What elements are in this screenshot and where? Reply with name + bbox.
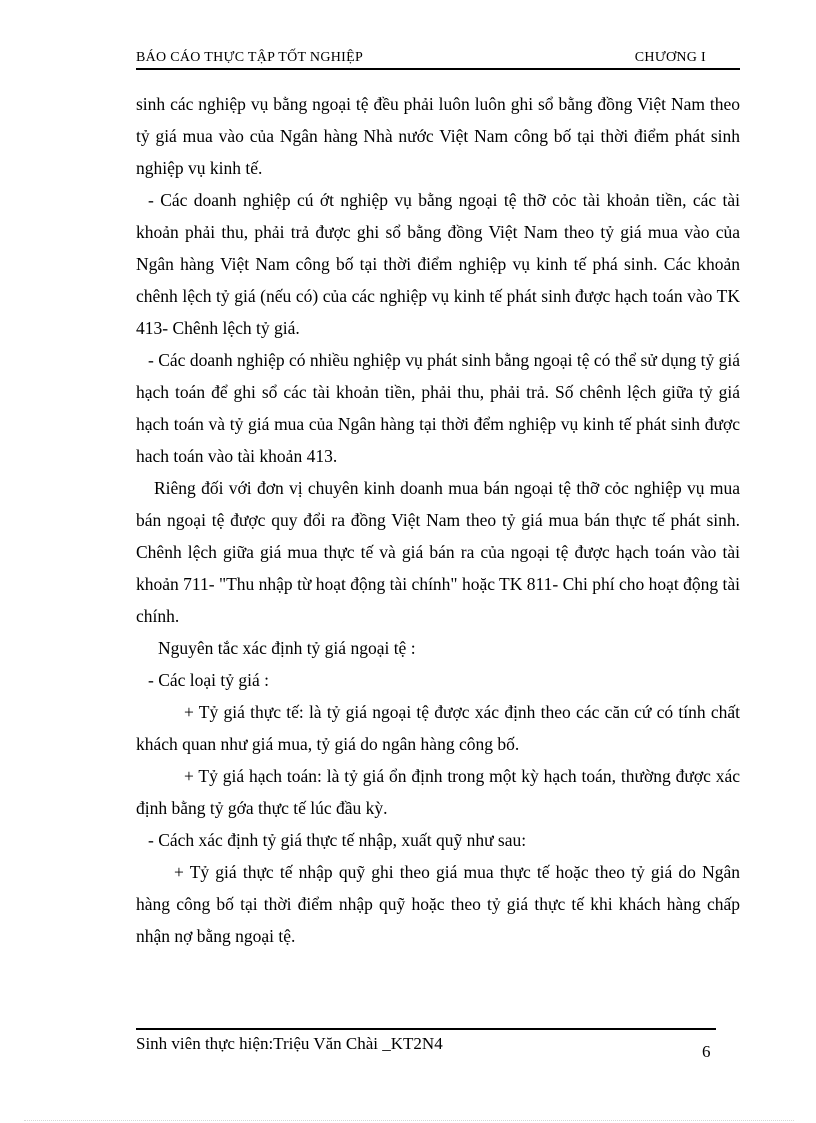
header-divider (136, 68, 740, 70)
paragraph-few-foreign-transactions: - Các doanh nghiệp cú ớt nghiệp vụ bằng ngoại tệ thỡ cỏc tài khoản tiền, các tài khoản phải thu, phải trả được ghi sổ bằng đồng Việt Nam theo tỷ giá mua vào của Ngân hàng Việt Nam công bố tại thời điểm nghiệp vụ kinh tế phá sinh. Các khoản chênh lệch tỷ giá (nếu có) của các nghiệp vụ kinh tế phát sinh được hạch toán vào TK 413- Chênh lệch tỷ giá. (136, 190, 740, 338)
page-header (136, 48, 740, 70)
page-boundary (24, 1120, 794, 1121)
paragraph-rate-determination: - Cách xác định tỷ giá thực tế nhập, xuất quỹ như sau: (148, 830, 527, 850)
chapter-label: CHƯƠNG I (634, 50, 706, 65)
page-footer (136, 1028, 740, 1068)
footer-divider (136, 1028, 716, 1030)
document-body (136, 88, 740, 952)
paragraph-accounting-rate: + Tỷ giá hạch toán: là tỷ giá ổn định trong một kỳ hạch toán, thường được xác định bằng tỷ gớa thực tế lúc đầu kỳ. (136, 766, 740, 818)
paragraph-rate-principles: Nguyên tắc xác định tỷ giá ngoại tệ : (158, 638, 416, 658)
paragraph-many-foreign-transactions: - Các doanh nghiệp có nhiều nghiệp vụ phát sinh bằng ngoại tệ có thể sử dụng tỷ giá hạch toán để ghi sổ các tài khoản tiền, phải thu, phải trả. Số chênh lệch giữa tỷ giá hạch toán và tỷ giá mua của Ngân hàng tại thời đểm nghiệp vụ kinh tế phát sinh được hach toán vào tài khoản 413. (136, 350, 740, 466)
paragraph-actual-rate: + Tỷ giá thực tế: là tỷ giá ngoại tệ được xác định theo các căn cứ có tính chất khách quan như giá mua, tỷ giá do ngân hàng công bố. (136, 702, 740, 754)
paragraph-rate-types: - Các loại tỷ giá : (148, 670, 270, 690)
student-info: Sinh viên thực hiện:Triệu Văn Chài _KT2N4 (136, 1034, 443, 1053)
page-number: 6 (702, 1042, 711, 1061)
paragraph-cash-receipt-rate: + Tỷ giá thực tế nhập quỹ ghi theo giá mua thực tế hoặc theo tỷ giá do Ngân hàng công bố tại thời điểm nhập quỹ hoặc theo tỷ giá thực tế khi khách hàng chấp nhận nợ bằng ngoại tệ. (136, 862, 740, 946)
paragraph-continuation: sinh các nghiệp vụ bằng ngoại tệ đều phải luôn luôn ghi sổ bằng đồng Việt Nam theo tỷ giá mua vào của Ngân hàng Nhà nước Việt Nam công bố tại thời điểm phát sinh nghiệp vụ kinh tế. (136, 94, 740, 178)
paragraph-currency-trading-units: Riêng đối với đơn vị chuyên kinh doanh mua bán ngoại tệ thỡ cỏc nghiệp vụ mua bán ngoại tệ được quy đổi ra đồng Việt Nam theo tỷ giá mua bán thực tế phát sinh. Chênh lệch giữa giá mua thực tế và giá bán ra của ngoại tệ được hạch toán vào tài khoản 711- "Thu nhập từ hoạt động tài chính" hoặc TK 811- Chi phí cho hoạt động tài chính. (136, 478, 740, 626)
report-title: BÁO CÁO THỰC TẬP TỐT NGHIỆP (136, 50, 364, 65)
